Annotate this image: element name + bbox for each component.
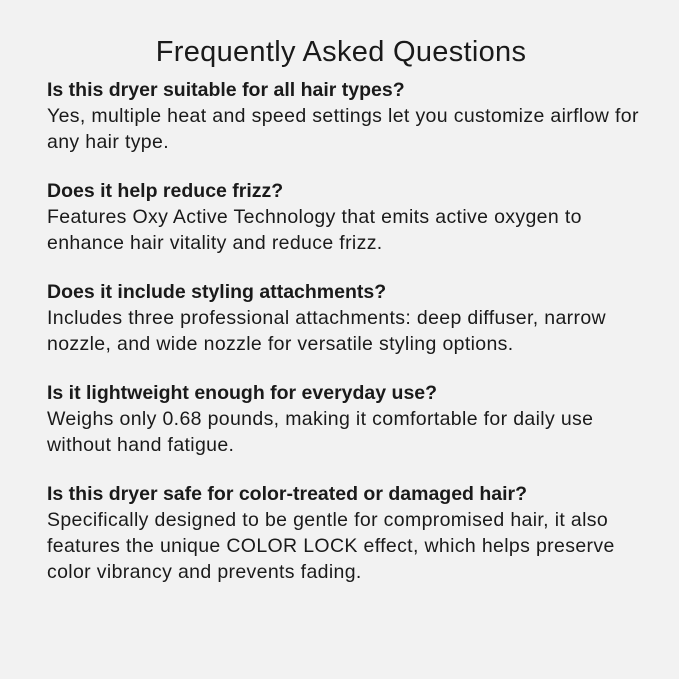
faq-question: Is this dryer suitable for all hair types? <box>47 79 405 101</box>
faq-question: Does it help reduce frizz? <box>47 180 284 202</box>
faq-answer: Specifically designed to be gentle for compromised hair, it also features the unique COLOR LOCK effect, which helps preserve color vibrancy and prevents fading. <box>47 509 615 583</box>
faq-answer: Weighs only 0.68 pounds, making it comfortable for daily use without hand fatigue. <box>47 408 594 456</box>
faq-item <box>47 280 649 357</box>
faq-question: Is this dryer safe for color-treated or damaged hair? <box>47 483 528 505</box>
faq-item <box>47 78 649 155</box>
faq-question: Does it include styling attachments? <box>47 281 387 303</box>
faq-item <box>47 381 649 458</box>
faq-question: Is it lightweight enough for everyday use? <box>47 382 438 404</box>
faq-list <box>47 78 649 585</box>
faq-item <box>47 482 649 585</box>
page-title: Frequently Asked Questions <box>155 36 527 68</box>
faq-answer: Yes, multiple heat and speed settings let you customize airflow for any hair type. <box>47 105 639 153</box>
faq-answer: Features Oxy Active Technology that emits active oxygen to enhance hair vitality and reduce frizz. <box>47 206 582 254</box>
faq-item <box>47 179 649 256</box>
faq-answer: Includes three professional attachments: deep diffuser, narrow nozzle, and wide nozzle for versatile styling options. <box>47 307 606 355</box>
